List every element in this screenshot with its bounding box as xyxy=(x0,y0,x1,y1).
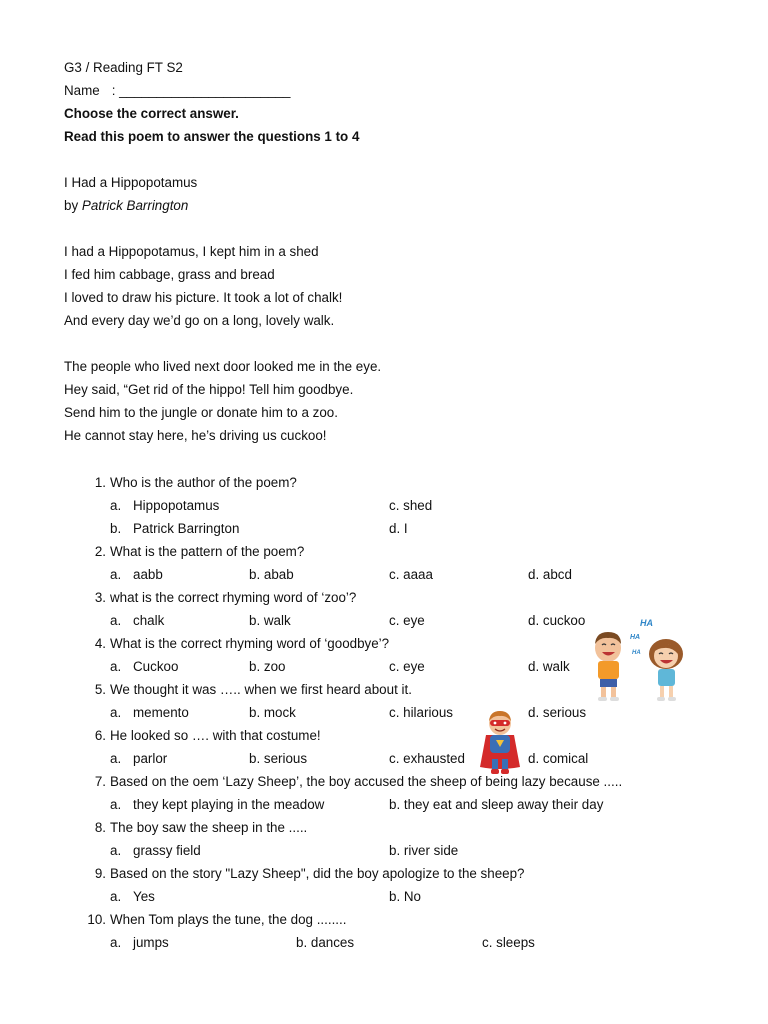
read-instruction: Read this poem to answer the questions 1 to 4 xyxy=(64,129,360,144)
option: b. they eat and sleep away their day xyxy=(389,797,604,812)
option-letter: a. xyxy=(110,705,122,720)
option: d. comical xyxy=(528,751,589,766)
option: c. exhausted xyxy=(389,751,465,766)
option: memento xyxy=(133,705,189,720)
option-letter: a. xyxy=(110,613,122,628)
option-letter: a. xyxy=(110,889,122,904)
option-letter: b. xyxy=(110,521,122,536)
option: c. sleeps xyxy=(482,935,535,950)
poem-title: I Had a Hippopotamus xyxy=(64,175,198,190)
option: c. hilarious xyxy=(389,705,454,720)
poem-line: I fed him cabbage, grass and bread xyxy=(64,267,275,282)
option: d. abcd xyxy=(528,567,572,582)
option: parlor xyxy=(133,751,168,766)
class-line: G3 / Reading FT S2 xyxy=(64,60,183,75)
question-text: what is the correct rhyming word of ‘zoo’? xyxy=(110,590,357,605)
question-number: 1. xyxy=(94,475,106,490)
option: grassy field xyxy=(133,843,201,858)
option: b. dances xyxy=(296,935,355,950)
option: b. mock xyxy=(249,705,296,720)
option: b. river side xyxy=(389,843,459,858)
option: c. eye xyxy=(389,613,425,628)
question-text: The boy saw the sheep in the ..... xyxy=(110,820,308,835)
option-letter: a. xyxy=(110,567,122,582)
question-text: When Tom plays the tune, the dog ........ xyxy=(110,912,347,927)
option: d. serious xyxy=(528,705,587,720)
question-text: What is the correct rhyming word of ‘goodbye’? xyxy=(110,636,390,651)
poem-author: Patrick Barrington xyxy=(81,198,189,213)
option: Patrick Barrington xyxy=(133,521,240,536)
option-letter: a. xyxy=(110,659,122,674)
name-line xyxy=(64,83,290,99)
question-text: What is the pattern of the poem? xyxy=(110,544,305,559)
option: d. I xyxy=(389,521,408,536)
option: they kept playing in the meadow xyxy=(133,797,325,812)
option: b. abab xyxy=(249,567,294,582)
option: aabb xyxy=(133,567,163,582)
poem-line: I loved to draw his picture. It took a lot of chalk! xyxy=(64,290,343,305)
question-text: We thought it was ….. when we first heard about it. xyxy=(110,682,412,697)
option: d. walk xyxy=(528,659,570,674)
poem-byline xyxy=(64,198,188,214)
question-number: 9. xyxy=(94,866,106,881)
question-number: 4. xyxy=(94,636,106,651)
laughing-boy-figure xyxy=(595,632,621,701)
question-text: He looked so …. with that costume! xyxy=(110,728,321,743)
superhero-kid-illustration xyxy=(478,709,522,775)
laughing-kids-illustration xyxy=(588,614,692,706)
laugh-text: HA xyxy=(632,650,641,656)
option: d. cuckoo xyxy=(528,613,586,628)
name-label: Name xyxy=(64,83,100,98)
option: c. aaaa xyxy=(389,567,433,582)
by-label: by xyxy=(64,198,79,213)
poem-line: I had a Hippopotamus, I kept him in a shed xyxy=(64,244,319,259)
laugh-text: HA xyxy=(640,618,653,628)
poem-line: Hey said, “Get rid of the hippo! Tell him goodbye. xyxy=(64,382,354,397)
option: b. zoo xyxy=(249,659,286,674)
option: Yes xyxy=(133,889,155,904)
option-letter: a. xyxy=(110,751,122,766)
option: Cuckoo xyxy=(133,659,179,674)
laughing-girl-figure xyxy=(649,639,683,701)
poem-line: He cannot stay here, he’s driving us cuckoo! xyxy=(64,428,327,443)
option-letter: a. xyxy=(110,935,122,950)
option-letter: a. xyxy=(110,797,122,812)
question-number: 6. xyxy=(94,728,106,743)
option: Hippopotamus xyxy=(133,498,220,513)
option: c. eye xyxy=(389,659,425,674)
name-blank: : _______________________ xyxy=(111,83,291,98)
option: b. No xyxy=(389,889,422,904)
option-letter: a. xyxy=(110,498,122,513)
option-letter: a. xyxy=(110,843,122,858)
question-number: 5. xyxy=(94,682,106,697)
question-text: Based on the story "Lazy Sheep", did the boy apologize to the sheep? xyxy=(110,866,525,881)
question-text: Based on the oem ‘Lazy Sheep’, the boy accused the sheep of being lazy because ..... xyxy=(110,774,623,789)
option: b. serious xyxy=(249,751,308,766)
question-number: 10. xyxy=(87,912,106,927)
laugh-text: HA xyxy=(630,634,641,641)
poem-line: The people who lived next door looked me in the eye. xyxy=(64,359,382,374)
option: b. walk xyxy=(249,613,291,628)
question-number: 3. xyxy=(94,590,106,605)
poem-line: And every day we’d go on a long, lovely walk. xyxy=(64,313,335,328)
question-number: 8. xyxy=(94,820,106,835)
question-number: 2. xyxy=(94,544,106,559)
question-number: 7. xyxy=(94,774,106,789)
option: chalk xyxy=(133,613,165,628)
option: jumps xyxy=(133,935,169,950)
instruction: Choose the correct answer. xyxy=(64,106,239,121)
poem-line: Send him to the jungle or donate him to a zoo. xyxy=(64,405,338,420)
question-text: Who is the author of the poem? xyxy=(110,475,297,490)
option: c. shed xyxy=(389,498,433,513)
